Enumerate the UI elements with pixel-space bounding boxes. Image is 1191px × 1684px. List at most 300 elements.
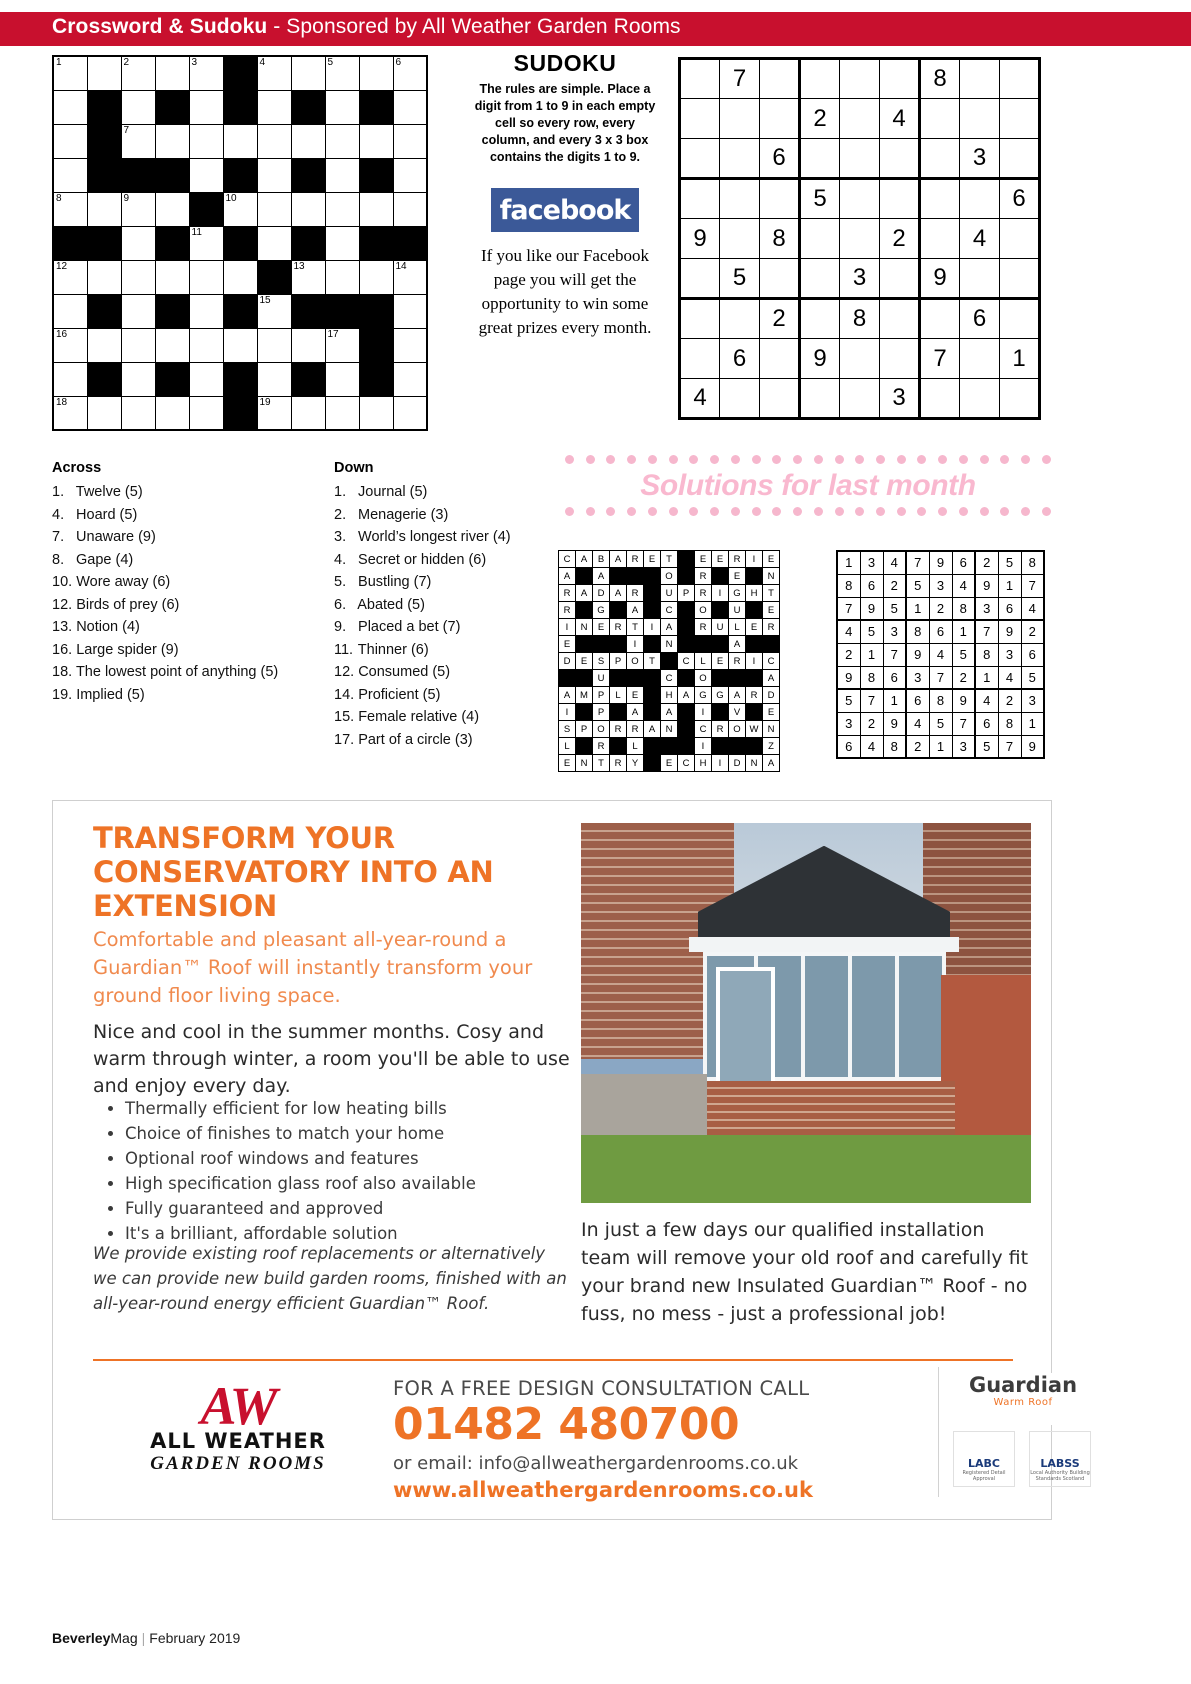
sudoku-given-cell: 3	[960, 139, 1000, 179]
sudoku-empty-cell[interactable]	[1000, 99, 1040, 139]
solution-block-cell	[712, 738, 729, 755]
sudoku-empty-cell[interactable]	[680, 139, 720, 179]
crossword-cell[interactable]	[53, 192, 87, 226]
crossword-cell[interactable]	[291, 124, 325, 158]
solution-letter-cell: A	[763, 755, 780, 772]
crossword-cell[interactable]	[325, 260, 359, 294]
sudoku-empty-cell[interactable]	[920, 379, 960, 419]
sudoku-empty-cell[interactable]	[840, 139, 880, 179]
crossword-cell[interactable]	[325, 90, 359, 124]
crossword-cell[interactable]	[121, 362, 155, 396]
sudoku-empty-cell[interactable]	[760, 99, 800, 139]
sudoku-given-cell: 3	[880, 379, 920, 419]
sudoku-empty-cell[interactable]	[960, 379, 1000, 419]
crossword-cell[interactable]	[121, 294, 155, 328]
crossword-cell[interactable]	[189, 396, 223, 430]
decorative-dot	[731, 507, 740, 516]
solution-sudoku-cell: 3	[906, 666, 929, 689]
solution-crossword-row	[559, 653, 780, 670]
guardian-badge-sub: Warm Roof	[993, 1397, 1053, 1408]
crossword-cell[interactable]	[359, 56, 393, 90]
solution-letter-cell: R	[610, 755, 627, 772]
sudoku-empty-cell[interactable]	[920, 219, 960, 259]
sudoku-empty-cell[interactable]	[960, 339, 1000, 379]
crossword-cell[interactable]	[155, 396, 189, 430]
solution-letter-cell: E	[763, 551, 780, 568]
sudoku-given-cell: 8	[920, 59, 960, 99]
sudoku-given-cell: 5	[720, 259, 760, 299]
crossword-cell[interactable]	[257, 328, 291, 362]
decorative-dot	[606, 507, 615, 516]
sudoku-empty-cell[interactable]	[680, 299, 720, 339]
crossword-cell[interactable]	[53, 56, 87, 90]
sudoku-given-cell: 8	[840, 299, 880, 339]
solution-sudoku-cell: 7	[906, 551, 929, 574]
solution-letter-cell: A	[610, 585, 627, 602]
crossword-cell[interactable]	[325, 396, 359, 430]
solution-block-cell	[746, 568, 763, 585]
solution-letter-cell: L	[729, 619, 746, 636]
solution-letter-cell: R	[695, 619, 712, 636]
solution-letter-cell: R	[559, 602, 576, 619]
page-footer	[52, 1630, 240, 1646]
solution-sudoku-cell: 8	[998, 712, 1021, 735]
crossword-cell[interactable]	[325, 328, 359, 362]
decorative-dot	[752, 507, 761, 516]
solution-letter-cell: Y	[627, 755, 644, 772]
sudoku-empty-cell[interactable]	[720, 139, 760, 179]
crossword-cell[interactable]	[155, 260, 189, 294]
decorative-dot	[1000, 455, 1009, 464]
crossword-clue-number: 11	[191, 226, 202, 238]
solution-block-cell	[678, 568, 695, 585]
crossword-cell[interactable]	[223, 260, 257, 294]
sudoku-empty-cell[interactable]	[720, 379, 760, 419]
solution-sudoku-cell: 4	[860, 735, 883, 758]
sudoku-empty-cell[interactable]	[800, 379, 840, 419]
crossword-cell[interactable]	[257, 294, 291, 328]
solution-letter-cell: P	[610, 653, 627, 670]
sudoku-empty-cell[interactable]	[1000, 259, 1040, 299]
decorative-dot	[772, 507, 781, 516]
sudoku-empty-cell[interactable]	[880, 59, 920, 99]
solution-letter-cell: W	[746, 721, 763, 738]
solution-letter-cell: O	[627, 653, 644, 670]
crossword-cell[interactable]	[257, 56, 291, 90]
sudoku-empty-cell[interactable]	[760, 379, 800, 419]
crossword-cell[interactable]	[53, 158, 87, 192]
solution-block-cell	[644, 755, 661, 772]
sudoku-empty-cell[interactable]	[800, 299, 840, 339]
crossword-cell[interactable]	[53, 260, 87, 294]
sudoku-empty-cell[interactable]	[840, 219, 880, 259]
sudoku-empty-cell[interactable]	[960, 99, 1000, 139]
decorative-dot	[1021, 507, 1030, 516]
crossword-cell[interactable]	[53, 90, 87, 124]
crossword-cell[interactable]	[189, 90, 223, 124]
sudoku-empty-cell[interactable]	[720, 299, 760, 339]
crossword-cell[interactable]	[257, 90, 291, 124]
decorative-dot	[980, 507, 989, 516]
down-clue-text: Menagerie (3)	[354, 506, 449, 523]
crossword-cell[interactable]	[325, 56, 359, 90]
solution-block-cell	[746, 738, 763, 755]
sudoku-empty-cell[interactable]	[960, 179, 1000, 219]
crossword-cell[interactable]	[393, 158, 427, 192]
ad-email[interactable]: or email: info@allweathergardenrooms.co.uk	[393, 1453, 799, 1474]
crossword-cell[interactable]	[155, 56, 189, 90]
solution-sudoku-row	[837, 620, 1044, 643]
solution-sudoku-cell: 1	[883, 689, 906, 712]
solution-sudoku-cell: 5	[929, 712, 952, 735]
crossword-cell[interactable]	[155, 124, 189, 158]
solution-letter-cell: R	[593, 738, 610, 755]
solution-block-cell	[644, 636, 661, 653]
crossword-cell[interactable]	[359, 260, 393, 294]
decorative-dot	[855, 455, 864, 464]
crossword-clue-number: 16	[56, 328, 68, 340]
decorative-dot	[606, 455, 615, 464]
down-clue	[334, 594, 564, 617]
solution-letter-cell: L	[610, 687, 627, 704]
crossword-cell[interactable]	[155, 192, 189, 226]
solution-sudoku-cell: 4	[952, 574, 975, 597]
solution-sudoku-cell: 1	[975, 666, 998, 689]
down-clue-number: 3.	[334, 529, 347, 545]
crossword-cell[interactable]	[155, 328, 189, 362]
crossword-cell[interactable]	[53, 396, 87, 430]
crossword-cell[interactable]	[291, 260, 325, 294]
crossword-cell[interactable]	[189, 362, 223, 396]
crossword-cell[interactable]	[325, 124, 359, 158]
crossword-cell[interactable]	[223, 124, 257, 158]
decorative-dot	[669, 507, 678, 516]
ad-phone-number[interactable]: 01482 480700	[393, 1399, 740, 1450]
crossword-puzzle-grid[interactable]	[52, 55, 428, 431]
sudoku-empty-cell[interactable]	[840, 379, 880, 419]
solution-sudoku-cell: 4	[837, 620, 860, 643]
solution-letter-cell: R	[763, 619, 780, 636]
solution-letter-cell: R	[610, 619, 627, 636]
sudoku-empty-cell[interactable]	[880, 299, 920, 339]
crossword-cell[interactable]	[325, 362, 359, 396]
across-clue-number: 7.	[52, 529, 65, 545]
crossword-cell[interactable]	[121, 260, 155, 294]
crossword-cell[interactable]	[393, 328, 427, 362]
solution-letter-cell: R	[627, 551, 644, 568]
crossword-cell[interactable]	[121, 226, 155, 260]
crossword-cell[interactable]	[393, 192, 427, 226]
sudoku-empty-cell[interactable]	[840, 59, 880, 99]
crossword-cell[interactable]	[121, 90, 155, 124]
crossword-cell[interactable]	[87, 56, 121, 90]
sudoku-row	[680, 379, 1040, 419]
crossword-block-cell	[393, 226, 427, 260]
sudoku-empty-cell[interactable]	[680, 99, 720, 139]
crossword-clue-number: 8	[56, 192, 62, 204]
solution-block-cell	[576, 602, 593, 619]
solution-letter-cell: R	[712, 721, 729, 738]
sudoku-empty-cell[interactable]	[720, 179, 760, 219]
sudoku-empty-cell[interactable]	[680, 259, 720, 299]
solution-letter-cell: I	[559, 619, 576, 636]
across-clue-list	[52, 481, 322, 706]
solution-letter-cell: R	[729, 551, 746, 568]
crossword-cell[interactable]	[121, 124, 155, 158]
crossword-cell[interactable]	[121, 56, 155, 90]
ad-bullet-item: • Fully guaranteed and approved	[125, 1196, 603, 1221]
solution-sudoku-cell: 9	[883, 712, 906, 735]
page-title-sponsor: - Sponsored by All Weather Garden Rooms	[267, 15, 681, 38]
solution-letter-cell: N	[746, 755, 763, 772]
solution-sudoku-cell: 2	[1021, 620, 1044, 643]
solution-letter-cell: A	[678, 687, 695, 704]
crossword-cell[interactable]	[189, 124, 223, 158]
ad-footer-strip	[93, 1359, 1090, 1502]
crossword-cell[interactable]	[325, 192, 359, 226]
crossword-cell[interactable]	[189, 226, 223, 260]
across-clue-text: Large spider (9)	[72, 641, 179, 658]
sudoku-empty-cell[interactable]	[680, 59, 720, 99]
crossword-cell[interactable]	[393, 294, 427, 328]
sudoku-empty-cell[interactable]	[720, 99, 760, 139]
magazine-name-light: Mag	[110, 1630, 138, 1646]
down-clue	[334, 549, 564, 572]
decorative-dot	[897, 455, 906, 464]
solution-letter-cell: T	[627, 619, 644, 636]
magazine-name-bold: Beverley	[52, 1630, 111, 1646]
sudoku-empty-cell[interactable]	[800, 139, 840, 179]
solution-sudoku-cell: 5	[860, 620, 883, 643]
crossword-cell[interactable]	[87, 396, 121, 430]
solution-letter-cell: R	[559, 585, 576, 602]
solution-letter-cell: C	[695, 721, 712, 738]
crossword-cell[interactable]	[393, 260, 427, 294]
solution-crossword-row	[559, 602, 780, 619]
solution-block-cell	[644, 670, 661, 687]
solution-letter-cell: E	[712, 653, 729, 670]
decorative-dot	[565, 507, 574, 516]
crossword-row	[53, 90, 427, 124]
crossword-cell[interactable]	[325, 158, 359, 192]
sudoku-empty-cell[interactable]	[1000, 219, 1040, 259]
crossword-cell[interactable]	[87, 192, 121, 226]
solution-block-cell	[746, 636, 763, 653]
solution-sudoku-cell: 4	[883, 551, 906, 574]
crossword-cell[interactable]	[189, 56, 223, 90]
sudoku-given-cell: 6	[720, 339, 760, 379]
sudoku-empty-cell[interactable]	[920, 99, 960, 139]
solution-letter-cell: C	[559, 551, 576, 568]
decorative-dot	[938, 455, 947, 464]
crossword-cell[interactable]	[121, 192, 155, 226]
crossword-cell[interactable]	[53, 294, 87, 328]
sudoku-empty-cell[interactable]	[880, 179, 920, 219]
across-clue-number: 4.	[52, 506, 65, 523]
crossword-cell[interactable]	[223, 192, 257, 226]
crossword-cell[interactable]	[291, 328, 325, 362]
crossword-block-cell	[189, 192, 223, 226]
sudoku-empty-cell[interactable]	[1000, 139, 1040, 179]
sudoku-empty-cell[interactable]	[920, 299, 960, 339]
crossword-cell[interactable]	[393, 124, 427, 158]
sudoku-empty-cell[interactable]	[800, 219, 840, 259]
crossword-cell[interactable]	[257, 362, 291, 396]
solution-crossword-row	[559, 738, 780, 755]
crossword-cell[interactable]	[393, 362, 427, 396]
crossword-cell[interactable]	[257, 192, 291, 226]
crossword-cell[interactable]	[257, 396, 291, 430]
sudoku-empty-cell[interactable]	[720, 219, 760, 259]
sudoku-empty-cell[interactable]	[880, 339, 920, 379]
sudoku-given-cell: 6	[760, 139, 800, 179]
down-clue-number: 6.	[334, 596, 347, 613]
sudoku-puzzle-grid[interactable]	[678, 57, 1041, 420]
solution-letter-cell: O	[695, 602, 712, 619]
labss-badge-name: LABSS	[1040, 1457, 1080, 1470]
decorative-dot	[1021, 455, 1030, 464]
crossword-block-cell	[359, 362, 393, 396]
crossword-cell[interactable]	[291, 192, 325, 226]
sudoku-empty-cell[interactable]	[880, 139, 920, 179]
crossword-block-cell	[155, 158, 189, 192]
solution-letter-cell: N	[661, 636, 678, 653]
sudoku-empty-cell[interactable]	[760, 179, 800, 219]
crossword-row	[53, 56, 427, 90]
solution-block-cell	[644, 738, 661, 755]
solution-letter-cell: L	[695, 653, 712, 670]
down-clue	[334, 526, 564, 549]
decorative-dot	[876, 455, 885, 464]
aw-monogram: AW	[200, 1376, 276, 1436]
crossword-cell[interactable]	[121, 396, 155, 430]
decorative-dot	[855, 507, 864, 516]
advertisement[interactable]	[52, 800, 1090, 1520]
sudoku-empty-cell[interactable]	[880, 259, 920, 299]
sudoku-empty-cell[interactable]	[680, 179, 720, 219]
crossword-cell[interactable]	[257, 158, 291, 192]
crossword-cell[interactable]	[223, 328, 257, 362]
sudoku-empty-cell[interactable]	[800, 59, 840, 99]
sudoku-empty-cell[interactable]	[760, 59, 800, 99]
sudoku-empty-cell[interactable]	[760, 259, 800, 299]
ad-body-text: Nice and cool in the summer months. Cosy and warm through winter, a room you'll be able to use and enjoy every day.	[93, 1021, 570, 1097]
sudoku-empty-cell[interactable]	[800, 259, 840, 299]
decorative-dot	[959, 455, 968, 464]
sudoku-empty-cell[interactable]	[840, 99, 880, 139]
crossword-cell[interactable]	[291, 396, 325, 430]
crossword-cell[interactable]	[189, 260, 223, 294]
crossword-cell[interactable]	[291, 56, 325, 90]
solution-letter-cell: O	[695, 670, 712, 687]
sudoku-empty-cell[interactable]	[840, 339, 880, 379]
solution-block-cell	[610, 636, 627, 653]
crossword-cell[interactable]	[189, 294, 223, 328]
across-clue	[52, 616, 322, 639]
crossword-cell[interactable]	[121, 328, 155, 362]
solution-letter-cell: E	[661, 755, 678, 772]
solution-letter-cell: P	[576, 721, 593, 738]
crossword-cell[interactable]	[87, 328, 121, 362]
solution-letter-cell: B	[593, 551, 610, 568]
decorative-dot	[586, 455, 595, 464]
crossword-cell[interactable]	[53, 362, 87, 396]
sudoku-empty-cell[interactable]	[960, 59, 1000, 99]
solution-sudoku-cell: 7	[837, 597, 860, 620]
sudoku-empty-cell[interactable]	[680, 339, 720, 379]
solution-letter-cell: H	[661, 687, 678, 704]
sudoku-empty-cell[interactable]	[760, 339, 800, 379]
sudoku-given-cell: 3	[840, 259, 880, 299]
crossword-cell[interactable]	[53, 328, 87, 362]
crossword-cell[interactable]	[359, 124, 393, 158]
solution-sudoku-cell: 6	[929, 620, 952, 643]
crossword-cell[interactable]	[257, 124, 291, 158]
crossword-cell[interactable]	[189, 158, 223, 192]
photo-french-door	[716, 967, 775, 1089]
crossword-clue-number: 14	[395, 260, 407, 272]
crossword-cell[interactable]	[257, 226, 291, 260]
sudoku-empty-cell[interactable]	[840, 179, 880, 219]
crossword-cell[interactable]	[393, 56, 427, 90]
sudoku-given-cell: 7	[720, 59, 760, 99]
sudoku-empty-cell[interactable]	[1000, 299, 1040, 339]
solution-block-cell	[678, 551, 695, 568]
solution-sudoku-cell: 9	[837, 666, 860, 689]
solution-sudoku-cell: 5	[998, 551, 1021, 574]
solution-letter-cell: E	[593, 619, 610, 636]
sudoku-empty-cell[interactable]	[1000, 59, 1040, 99]
crossword-cell[interactable]	[87, 260, 121, 294]
sudoku-empty-cell[interactable]	[920, 179, 960, 219]
facebook-promo-text: If you like our Facebook page you will get the opportunity to win some great prizes every month.	[478, 246, 652, 337]
crossword-cell[interactable]	[53, 124, 87, 158]
sudoku-empty-cell[interactable]	[1000, 379, 1040, 419]
crossword-cell[interactable]	[325, 226, 359, 260]
solution-sudoku-cell: 6	[975, 712, 998, 735]
crossword-cell[interactable]	[359, 396, 393, 430]
solution-letter-cell: U	[729, 602, 746, 619]
crossword-block-cell	[223, 362, 257, 396]
solution-sudoku-row	[837, 574, 1044, 597]
sudoku-empty-cell[interactable]	[960, 259, 1000, 299]
solution-sudoku-cell: 3	[975, 597, 998, 620]
crossword-block-cell	[359, 226, 393, 260]
crossword-block-cell	[325, 294, 359, 328]
solution-letter-cell: A	[661, 619, 678, 636]
solution-block-cell	[678, 738, 695, 755]
crossword-cell[interactable]	[359, 192, 393, 226]
down-clue	[334, 729, 564, 752]
solution-block-cell	[576, 568, 593, 585]
across-clue-text: Notion (4)	[72, 619, 140, 635]
solution-letter-cell: U	[712, 619, 729, 636]
crossword-cell[interactable]	[189, 328, 223, 362]
across-clue-number: 18.	[52, 664, 73, 680]
crossword-clue-number: 12	[56, 260, 68, 272]
sudoku-empty-cell[interactable]	[920, 139, 960, 179]
ad-website[interactable]: www.allweathergardenrooms.co.uk	[393, 1478, 813, 1502]
decorative-dot	[814, 455, 823, 464]
facebook-logo[interactable]: facebook	[491, 188, 639, 232]
across-clue-text: Hoard (5)	[72, 506, 138, 523]
decorative-dot	[689, 507, 698, 516]
solution-block-cell	[746, 704, 763, 721]
decorative-dot	[1000, 507, 1009, 516]
solution-letter-cell: E	[763, 704, 780, 721]
crossword-cell[interactable]	[393, 90, 427, 124]
crossword-cell[interactable]	[393, 396, 427, 430]
